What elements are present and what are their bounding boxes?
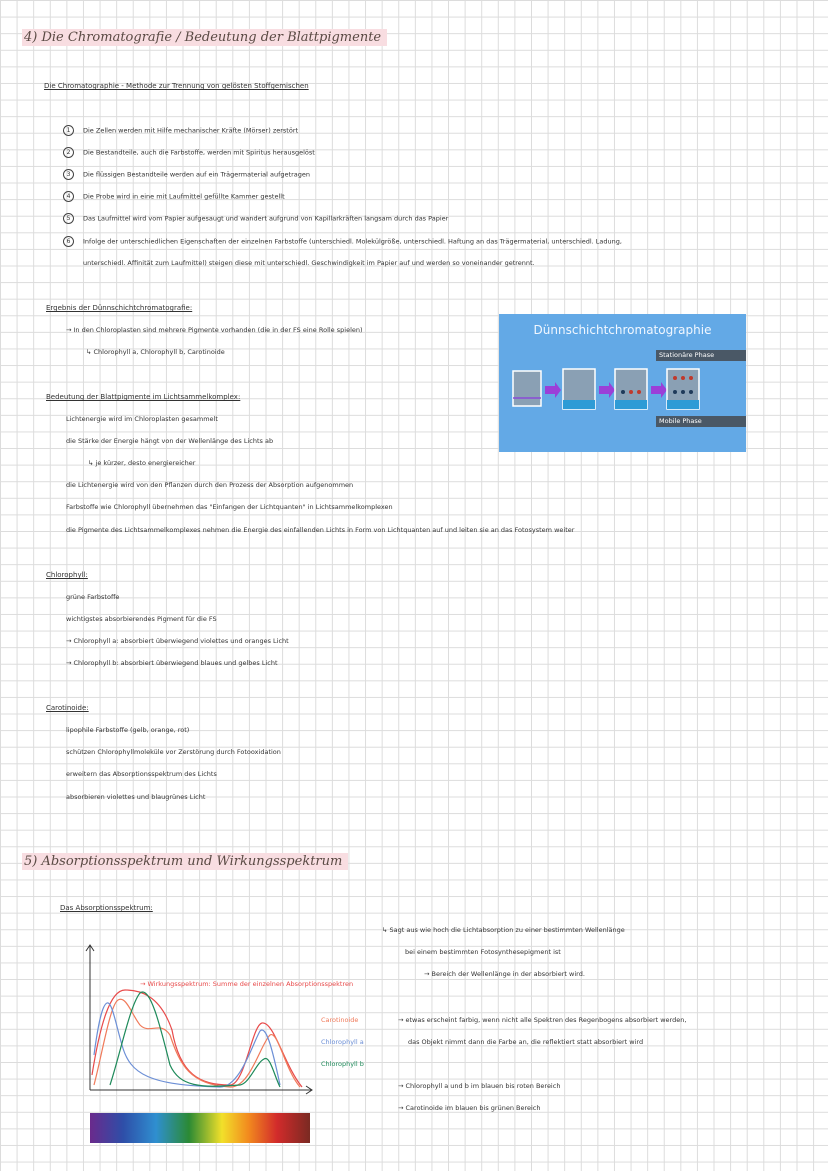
step-item (63, 213, 448, 224)
arrow-icon (545, 382, 561, 398)
arrow-icon (651, 382, 667, 398)
bedeutung-line: die Pigmente des Lichtsammelkomplexes nehmen die Energie des einfallenden Lichts in Form von Lichtquanten auf und leiten sie an das Fotosystem weiter (66, 526, 575, 534)
step-item (63, 125, 298, 136)
carotinoide-line: lipophile Farbstoffe (gelb, orange, rot) (66, 726, 190, 734)
carotinoide-line (94, 999, 300, 1087)
carotinoide-line: erweitern das Absorptionsspektrum des Lichts (66, 770, 217, 778)
bedeutung-line: Farbstoffe wie Chlorophyll übernehmen das "Einfangen der Lichtquanten" in Lichtsammelkomplexen (66, 503, 393, 511)
section-5-title: 5) Absorptionsspektrum und Wirkungsspektrum (22, 853, 348, 870)
bedeutung-line: die Stärke der Energie hängt von der Wellenlänge des Lichts ab (66, 437, 274, 445)
chlorophyll-line: → Chlorophyll a: absorbiert überwiegend violettes und oranges Licht (66, 637, 289, 645)
bedeutung-line: ↳ je kürzer, desto energiereicher (88, 459, 196, 467)
chlorophyll-b-line (110, 992, 280, 1087)
chromatography-steps-illustration (499, 314, 746, 452)
step-text: Die flüssigen Bestandteile werden auf ein Trägermaterial aufgetragen (83, 170, 310, 179)
stationary-phase-label: Stationäre Phase (656, 350, 746, 361)
bedeutung-line: Lichtenergie wird im Chloroplasten gesammelt (66, 415, 218, 423)
step-text: Das Laufmittel wird vom Papier aufgesaugt und wandert aufgrund von Kapillarkräften langsam durch das Papier (83, 214, 449, 223)
step-text: Die Bestandteile, auch die Farbstoffe, werden mit Spiritus herausgelöst (83, 148, 315, 157)
spectrum-note: → Carotinoide im blauen bis grünen Bereich (398, 1104, 541, 1112)
chlorophyll-line: grüne Farbstoffe (66, 593, 120, 601)
spectrum-note: das Objekt nimmt dann die Farbe an, die reflektiert statt absorbiert wird (408, 1038, 644, 1046)
step-item (63, 169, 310, 180)
step-text: Die Zellen werden mit Hilfe mechanischer Kräfte (Mörser) zerstört (83, 126, 299, 135)
step-number: 5 (63, 213, 74, 224)
result-heading: Ergebnis der Dünnschichtchromatografie: (46, 304, 193, 312)
step-number: 2 (63, 147, 74, 158)
legend-chlorophyll-a: Chlorophyll a (321, 1038, 364, 1046)
section-4-title: 4) Die Chromatografie / Bedeutung der Blattpigmente (22, 29, 387, 46)
carotinoide-heading: Carotinoide: (46, 704, 89, 712)
spectrum-note: → Bereich der Wellenlänge in der absorbiert wird. (424, 970, 585, 978)
step-item (63, 236, 622, 247)
step-number: 3 (63, 169, 74, 180)
step-6-continuation: unterschiedl. Affinität zum Laufmittel) steigen diese mit unterschiedl. Geschwindigkeit im Papier auf und werden so voneinander getrennt. (83, 259, 535, 267)
step-number: 1 (63, 125, 74, 136)
chlorophyll-line: wichtigstes absorbierendes Pigment für die FS (66, 615, 217, 623)
paper-strip-icon (513, 371, 541, 406)
mobile-phase-label: Mobile Phase (656, 416, 746, 427)
arrow-icon (599, 382, 615, 398)
legend-carotinoide: Carotinoide (321, 1016, 359, 1024)
card-title: Dünnschichtchromatographie (533, 323, 712, 337)
chlorophyll-heading: Chlorophyll: (46, 571, 88, 579)
chromatography-intro: Die Chromatographie - Methode zur Trennung von gelösten Stoffgemischen (44, 82, 309, 90)
chromatography-card (499, 314, 746, 452)
legend-chlorophyll-b: Chlorophyll b (321, 1060, 364, 1068)
spectrum-note: → etwas erscheint farbig, wenn nicht alle Spektren des Regenbogens absorbiert werden, (398, 1016, 687, 1024)
step-number: 4 (63, 191, 74, 202)
carotinoide-line: schützen Chlorophyllmoleküle vor Zerstörung durch Fotooxidation (66, 748, 281, 756)
step-text: Infolge der unterschiedlichen Eigenschaften der einzelnen Farbstoffe (unterschiedl. Molekülgröße, unterschiedl. Haftung an das Trägermaterial, unterschiedl. Ladung, (83, 237, 622, 246)
bedeutung-line: die Lichtenergie wird von den Pflanzen durch den Prozess der Absorption aufgenommen (66, 481, 354, 489)
color-spectrum-bar (90, 1113, 310, 1143)
result-line: ↳ Chlorophyll a, Chlorophyll b, Carotinoide (86, 348, 225, 356)
bedeutung-heading: Bedeutung der Blattpigmente im Lichtsammelkomplex: (46, 393, 241, 401)
wirkung-label: → Wirkungsspektrum: Summe der einzelnen Absorptionsspektren (140, 980, 354, 988)
spectrum-note: bei einem bestimmten Fotosynthesepigment ist (405, 948, 561, 956)
chlorophyll-line: → Chlorophyll b: absorbiert überwiegend blaues und gelbes Licht (66, 659, 278, 667)
step-number: 6 (63, 236, 74, 247)
spectrum-note: ↳ Sagt aus wie hoch die Lichtabsorption zu einer bestimmten Wellenlänge (382, 926, 625, 934)
step-item (63, 191, 285, 202)
step-text: Die Probe wird in eine mit Laufmittel gefüllte Kammer gestellt (83, 192, 285, 201)
spectrum-note: → Chlorophyll a und b im blauen bis roten Bereich (398, 1082, 561, 1090)
carotinoide-line: absorbieren violettes und blaugrünes Licht (66, 793, 206, 801)
step-item (63, 147, 315, 158)
absorption-subheading: Das Absorptionsspektrum: (60, 904, 153, 912)
result-line: → In den Chloroplasten sind mehrere Pigmente vorhanden (die in der FS eine Rolle spielen) (66, 326, 363, 334)
